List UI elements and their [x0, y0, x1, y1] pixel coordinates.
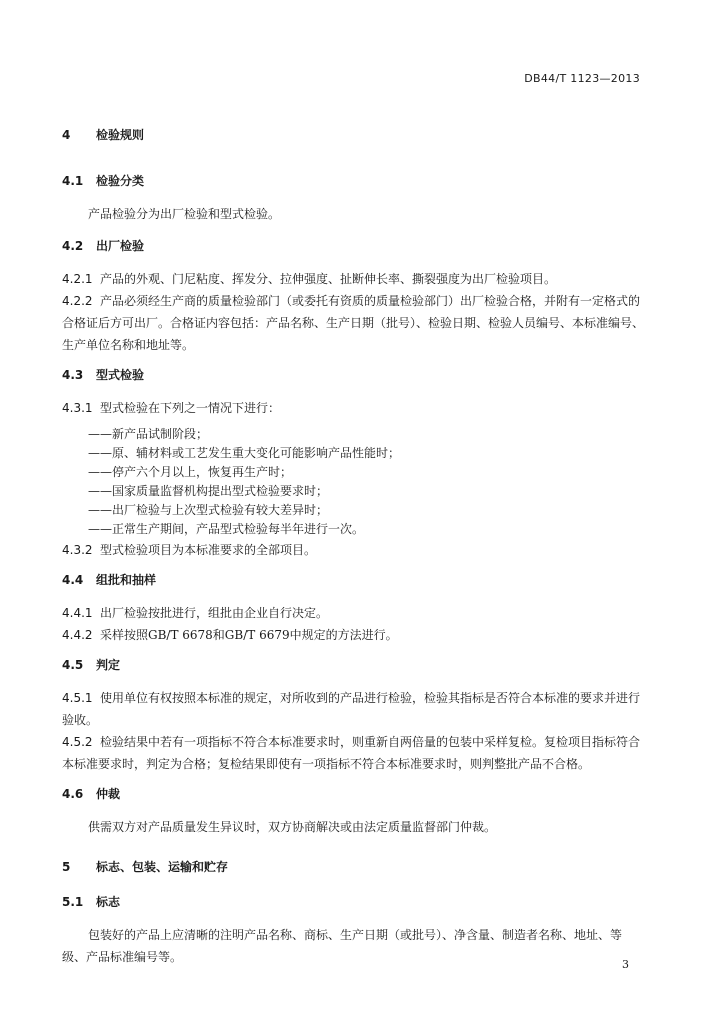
clause-text: 使用单位有权按照本标准的规定，对所收到的产品进行检验，检验其指标是否符合本标准的要求并进行验收。	[62, 691, 641, 727]
list-item: ——国家质量监督机构提出型式检验要求时；	[88, 484, 329, 498]
section-title: 出厂检验	[96, 239, 145, 253]
clause-4-4-2	[62, 624, 644, 646]
clause-number: 4.3.2	[62, 543, 93, 557]
section-4-5-heading	[62, 656, 644, 673]
section-number: 4.1	[62, 174, 84, 188]
page-number: 3	[622, 958, 629, 971]
standard-code: DB44/T 1123—2013	[524, 72, 640, 85]
clause-number: 4.2.2	[62, 294, 93, 308]
section-4-1-heading	[62, 172, 644, 189]
section-title: 判定	[96, 658, 121, 672]
section-number: 4.2	[62, 239, 84, 253]
section-number: 4.3	[62, 368, 84, 382]
list-item: ——正常生产期间，产品型式检验每半年进行一次。	[88, 522, 365, 536]
clause-4-3-1	[62, 397, 644, 419]
clause-number: 4.5.2	[62, 735, 93, 749]
section-5-heading	[62, 858, 644, 875]
section-title: 标志	[96, 895, 121, 909]
section-title: 型式检验	[96, 368, 145, 382]
list-item: ——原、辅材料或工艺发生重大变化可能影响产品性能时；	[88, 446, 401, 460]
section-number: 5	[62, 860, 71, 874]
clause-text: 出厂检验按批进行，组批由企业自行决定。	[100, 606, 329, 620]
document-body	[62, 126, 644, 980]
clause-number: 4.2.1	[62, 272, 93, 286]
section-title: 检验分类	[96, 174, 145, 188]
clause-4-2-1	[62, 268, 644, 290]
clause-text: 产品必须经生产商的质量检验部门（或委托有资质的质量检验部门）出厂检验合格，并附有一定格式的合格证后方可出厂。合格证内容包括：产品名称、生产日期（批号）、检验日期、检验人员编号、本标准编号、生产单位名称和地址等。	[62, 294, 645, 352]
section-4-heading	[62, 126, 644, 143]
section-title: 仲裁	[96, 787, 121, 801]
condition-list	[62, 425, 644, 539]
clause-number: 4.5.1	[62, 691, 93, 705]
section-4-6-text: 供需双方对产品质量发生异议时，双方协商解决或由法定质量监督部门仲裁。	[88, 820, 497, 834]
section-4-3-heading	[62, 366, 644, 383]
section-5-1-heading	[62, 893, 644, 910]
section-4-4-heading	[62, 571, 644, 588]
section-4-6-heading	[62, 785, 644, 802]
section-number: 4	[62, 128, 71, 142]
section-5-1-text: 包装好的产品上应清晰的注明产品名称、商标、生产日期（或批号）、净含量、制造者名称、地址、等级、产品标准编号等。	[62, 928, 623, 964]
section-4-1-text: 产品检验分为出厂检验和型式检验。	[88, 207, 281, 221]
clause-text: 检验结果中若有一项指标不符合本标准要求时，则重新自两倍量的包装中采样复检。复检项目指标符合本标准要求时，判定为合格；复检结果即使有一项指标不符合本标准要求时，则判整批产品不合格。	[62, 735, 641, 771]
list-item: ——新产品试制阶段；	[88, 427, 209, 441]
section-number: 5.1	[62, 895, 84, 909]
clause-text: 型式检验项目为本标准要求的全部项目。	[100, 543, 317, 557]
clause-text: 产品的外观、门尼粘度、挥发分、拉伸强度、扯断伸长率、撕裂强度为出厂检验项目。	[100, 272, 557, 286]
section-title: 检验规则	[96, 128, 145, 142]
clause-text: 型式检验在下列之一情况下进行：	[100, 401, 281, 415]
section-number: 4.4	[62, 573, 84, 587]
list-item: ——出厂检验与上次型式检验有较大差异时；	[88, 503, 329, 517]
clause-4-3-2	[62, 539, 644, 561]
clause-4-2-2	[62, 290, 644, 356]
clause-text: 采样按照GB/T 6678和GB/T 6679中规定的方法进行。	[100, 628, 398, 642]
clause-number: 4.3.1	[62, 401, 93, 415]
clause-4-4-1	[62, 602, 644, 624]
section-title: 标志、包装、运输和贮存	[96, 860, 229, 874]
list-item: ——停产六个月以上，恢复再生产时；	[88, 465, 293, 479]
clause-4-5-2	[62, 731, 644, 775]
section-number: 4.5	[62, 658, 84, 672]
clause-4-5-1	[62, 687, 644, 731]
clause-number: 4.4.2	[62, 628, 93, 642]
section-title: 组批和抽样	[96, 573, 157, 587]
clause-number: 4.4.1	[62, 606, 93, 620]
section-4-2-heading	[62, 237, 644, 254]
section-number: 4.6	[62, 787, 84, 801]
